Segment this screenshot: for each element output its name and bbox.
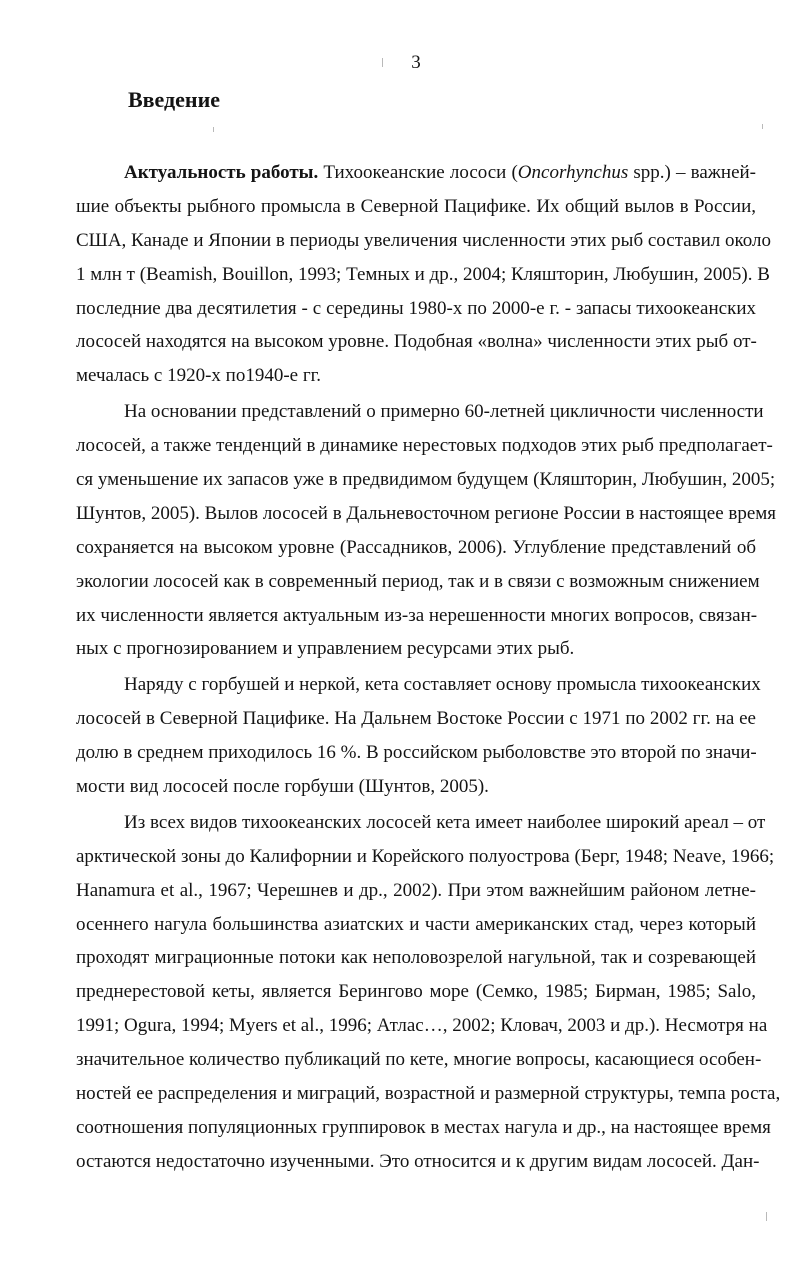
latin-genus-name: Oncorhynchus [517, 162, 629, 183]
paragraph-line: последние два десятилетия - с середины 1980-х по 2000-е г. - запасы тихоокеанских [76, 297, 756, 319]
paragraph-line: их численности является актуальным из-за нерешенности многих вопросов, связан- [76, 604, 758, 626]
paragraph-line: долю в среднем приходилось 16 %. В российском рыболовстве это второй по значи- [76, 742, 757, 764]
paragraph-line: значительное количество публикаций по кете, многие вопросы, касающиеся особен- [76, 1049, 762, 1071]
paragraph-line: мечалась с 1920-х по1940-е гг. [76, 365, 322, 387]
paragraph-line: преднерестовой кеты, является Берингово море (Семко, 1985; Бирман, 1985; Salo, [76, 981, 756, 1003]
paragraph-line: проходят миграционные потоки как неполовозрелой нагульной, так и созревающей [76, 947, 756, 969]
paragraph-line: сохраняется на высоком уровне (Рассадников, 2006). Углубление представлений об [76, 536, 756, 558]
paragraph-relevance [76, 156, 772, 393]
scan-speck [382, 58, 383, 67]
scan-speck [766, 1212, 767, 1221]
paragraph-line: арктической зоны до Калифорнии и Корейского полуострова (Берг, 1948; Neave, 1966; [76, 845, 775, 867]
paragraph-line: соотношения популяционных группировок в местах нагула и др., на настоящее время [76, 1116, 771, 1138]
paragraph-line: 1991; Ogura, 1994; Myers et al., 1996; Атлас…, 2002; Кловач, 2003 и др.). Несмотря на [76, 1015, 768, 1037]
paragraph-line: Шунтов, 2005). Вылов лососей в Дальневосточном регионе России в настоящее время [76, 502, 777, 524]
paragraph-line: США, Канаде и Японии в периоды увеличения численности этих рыб составил около [76, 229, 772, 251]
paragraph-line-text: spp.) – важней- [628, 162, 756, 183]
paragraph-line-text: Тихоокеанские лососи ( [318, 162, 518, 183]
paragraph-line: шие объекты рыбного промысла в Северной Пацифике. Их общий вылов в России, [76, 195, 756, 217]
paragraph-line: Hanamura et al., 1967; Черешнев и др., 2002). При этом важнейшим районом летне- [76, 879, 756, 901]
page-number: 3 [411, 52, 421, 73]
paragraph-lead: Актуальность работы. [124, 162, 319, 183]
paragraph-cyclicity [76, 395, 777, 666]
scan-speck [762, 124, 763, 129]
paragraph-line: осеннего нагула большинства азиатских и части американских стад, через который [76, 913, 756, 935]
paragraph-line: лососей в Северной Пацифике. На Дальнем Востоке России с 1971 по 2002 гг. на ее [76, 708, 756, 730]
paragraph-line: лососей, а также тенденций в динамике нерестовых подходов этих рыб предполагает- [76, 435, 773, 457]
paragraph-line: ся уменьшение их запасов уже в предвидимом будущем (Кляшторин, Любушин, 2005; [76, 469, 776, 491]
paragraph-line: ностей ее распределения и миграций, возрастной и размерной структуры, темпа роста, [76, 1083, 781, 1105]
paragraph-line [76, 156, 756, 190]
paragraph-line: На основании представлений о примерно 60-летней цикличности численности [124, 401, 764, 423]
scan-speck [213, 127, 214, 132]
paragraph-line: Наряду с горбушей и неркой, кета составляет основу промысла тихоокеанских [124, 674, 761, 696]
paragraph-line: мости вид лососей после горбуши (Шунтов, 2005). [76, 776, 489, 798]
paragraph-line: Из всех видов тихоокеанских лососей кета имеет наиболее широкий ареал – от [124, 811, 766, 833]
section-heading: Введение [128, 87, 221, 112]
paragraph-line: 1 млн т (Beamish, Bouillon, 1993; Темных и др., 2004; Кляшторин, Любушин, 2005). В [76, 263, 770, 285]
paragraph-line: экологии лососей как в современный период, так и в связи с возможным снижением [76, 570, 760, 592]
paragraph-chum-share [76, 668, 761, 804]
paragraph-line: ных с прогнозированием и управлением ресурсами этих рыб. [76, 638, 575, 660]
paragraph-range [76, 806, 781, 1179]
body-text [76, 156, 781, 1181]
paragraph-line: остаются недостаточно изученными. Это относится и к другим видам лососей. Дан- [76, 1150, 760, 1172]
paragraph-line: лососей находятся на высоком уровне. Подобная «волна» численности этих рыб от- [76, 331, 757, 353]
